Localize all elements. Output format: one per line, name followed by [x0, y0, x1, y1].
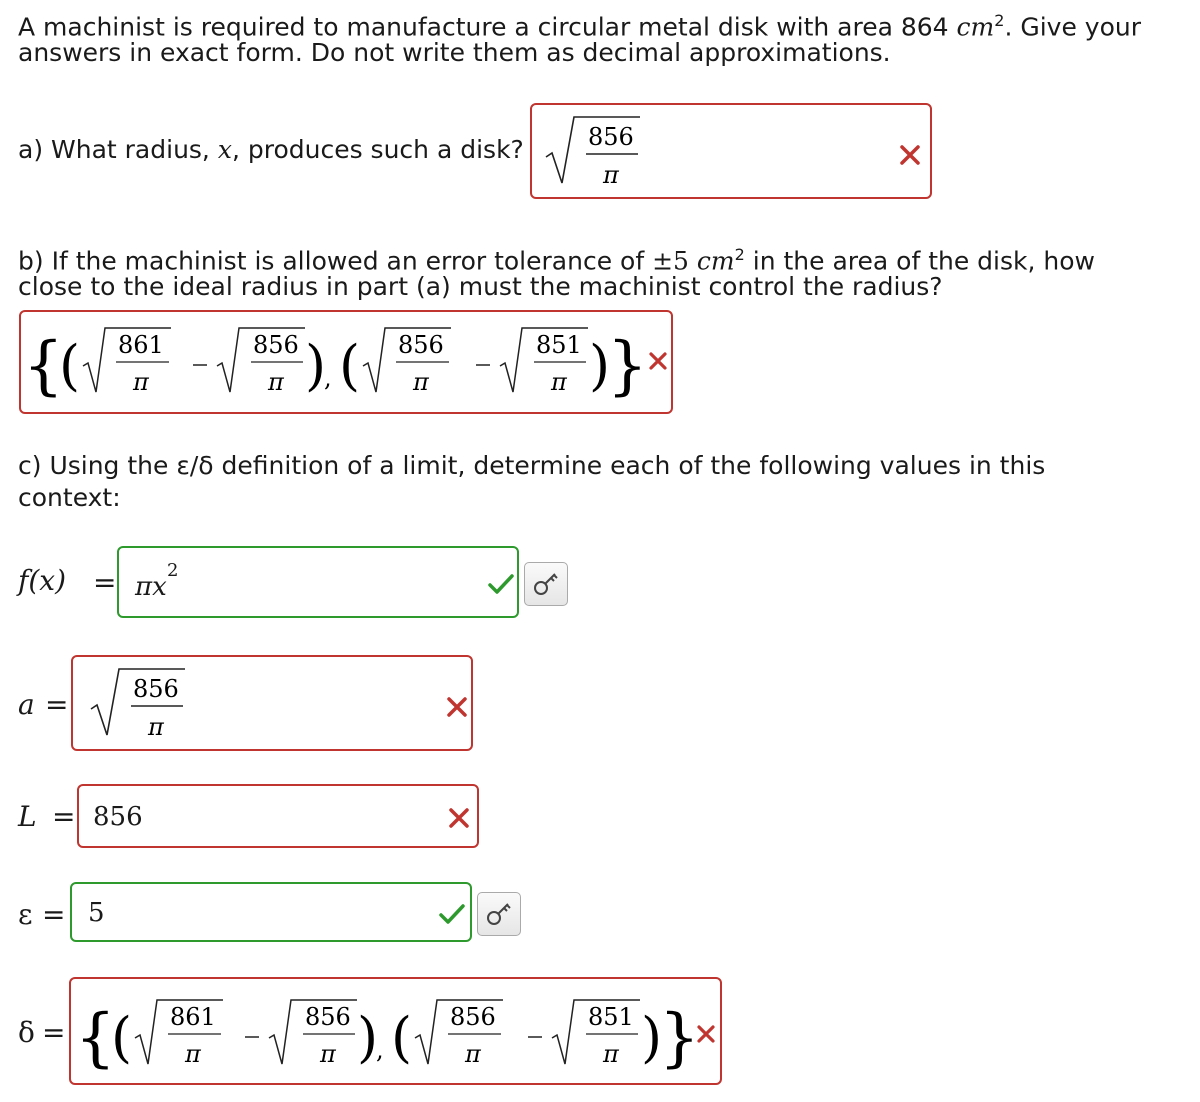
- right-brace: }: [659, 1001, 700, 1075]
- right-paren: ): [305, 334, 327, 397]
- equals-sign: =: [42, 898, 66, 931]
- part-b-text-end: in the area of the disk, how: [752, 246, 1095, 276]
- right-paren: ): [589, 334, 611, 397]
- left-brace: {: [75, 1001, 116, 1075]
- term-851: 851: [588, 1003, 634, 1031]
- fraction-denominator: π: [148, 713, 164, 741]
- right-brace: }: [607, 329, 648, 403]
- intro-exp: 2: [994, 11, 1005, 30]
- part-a-answer-field[interactable]: [530, 103, 932, 199]
- part-b-unit: cm: [696, 246, 735, 276]
- intro-unit: cm: [956, 12, 995, 42]
- intro-text-end: . Give your: [1004, 12, 1142, 42]
- right-paren: ): [357, 1006, 379, 1069]
- part-a-text-end: , produces such a disk?: [231, 135, 524, 164]
- cross-icon: [898, 143, 922, 167]
- cross-icon: [647, 350, 669, 372]
- f-answer-field[interactable]: [117, 546, 519, 618]
- key-button[interactable]: [477, 892, 521, 936]
- left-paren: (: [111, 1006, 133, 1069]
- delta-answer-field[interactable]: [69, 977, 722, 1085]
- equals-sign: =: [42, 1016, 66, 1049]
- comma: ,: [324, 364, 332, 392]
- term-856: 856: [398, 331, 444, 359]
- equals-sign: =: [45, 688, 69, 721]
- cross-icon: [447, 806, 471, 830]
- epsilon-answer-value: 5: [88, 898, 105, 928]
- interval-expression: [21, 312, 648, 412]
- key-icon: [525, 563, 567, 605]
- key-button[interactable]: [524, 562, 568, 606]
- term-856: 856: [253, 331, 299, 359]
- a-label: a: [18, 688, 35, 721]
- part-b-text: b) If the machinist is allowed an error tolerance of: [18, 246, 645, 276]
- comma: ,: [376, 1036, 384, 1064]
- part-a-var: x: [217, 135, 232, 164]
- part-c-question-line2: context:: [18, 483, 121, 512]
- left-paren: (: [339, 334, 361, 397]
- pi-den: π: [133, 368, 149, 396]
- term-861: 861: [170, 1003, 216, 1031]
- pi-den: π: [465, 1040, 481, 1068]
- part-c-question-line1: c) Using the ε/δ definition of a limit, determine each of the following values in this: [18, 451, 1046, 480]
- term-856: 856: [305, 1003, 351, 1031]
- sqrt-fraction: [85, 659, 205, 749]
- L-answer-value: 856: [93, 802, 143, 832]
- equals-sign: =: [93, 566, 117, 599]
- pi-den: π: [413, 368, 429, 396]
- fraction-denominator: π: [603, 161, 619, 189]
- interval-expression: [71, 979, 700, 1083]
- right-paren: ): [641, 1006, 663, 1069]
- intro-text: A machinist is required to manufacture a circular metal disk with area 864: [18, 12, 949, 42]
- cross-icon: [445, 695, 469, 719]
- part-b-question-line2: close to the ideal radius in part (a) must the machinist control the radius?: [18, 272, 943, 301]
- f-answer-exp: 2: [167, 560, 179, 581]
- epsilon-label: ε: [18, 898, 33, 931]
- f-answer-base: πx: [135, 572, 167, 602]
- sqrt-fraction: [540, 107, 660, 197]
- a-answer-field[interactable]: [71, 655, 473, 751]
- term-861: 861: [118, 331, 164, 359]
- pi-den: π: [268, 368, 284, 396]
- left-paren: (: [391, 1006, 413, 1069]
- cross-icon: [695, 1023, 717, 1045]
- f-label: f(x): [18, 564, 67, 597]
- delta-label: δ: [18, 1016, 35, 1049]
- part-b-answer-field[interactable]: [19, 310, 673, 414]
- part-a-question: [18, 134, 524, 166]
- part-b-exp: 2: [734, 245, 745, 264]
- pi-den: π: [320, 1040, 336, 1068]
- left-brace: {: [23, 329, 64, 403]
- pi-den: π: [551, 368, 567, 396]
- problem-intro-line2: answers in exact form. Do not write them as decimal approximations.: [18, 38, 891, 67]
- left-paren: (: [59, 334, 81, 397]
- epsilon-answer-field[interactable]: [70, 882, 472, 942]
- part-b-tolerance: ±5: [652, 246, 689, 276]
- fraction-numerator: 856: [133, 675, 179, 703]
- L-answer-field[interactable]: [77, 784, 479, 848]
- fraction-numerator: 856: [588, 123, 634, 151]
- part-a-text: a) What radius,: [18, 135, 210, 164]
- key-icon: [478, 893, 520, 935]
- L-label: L: [18, 800, 37, 833]
- term-856: 856: [450, 1003, 496, 1031]
- pi-den: π: [185, 1040, 201, 1068]
- check-icon: [487, 572, 515, 596]
- check-icon: [438, 902, 466, 926]
- equals-sign: =: [52, 800, 76, 833]
- term-851: 851: [536, 331, 582, 359]
- pi-den: π: [603, 1040, 619, 1068]
